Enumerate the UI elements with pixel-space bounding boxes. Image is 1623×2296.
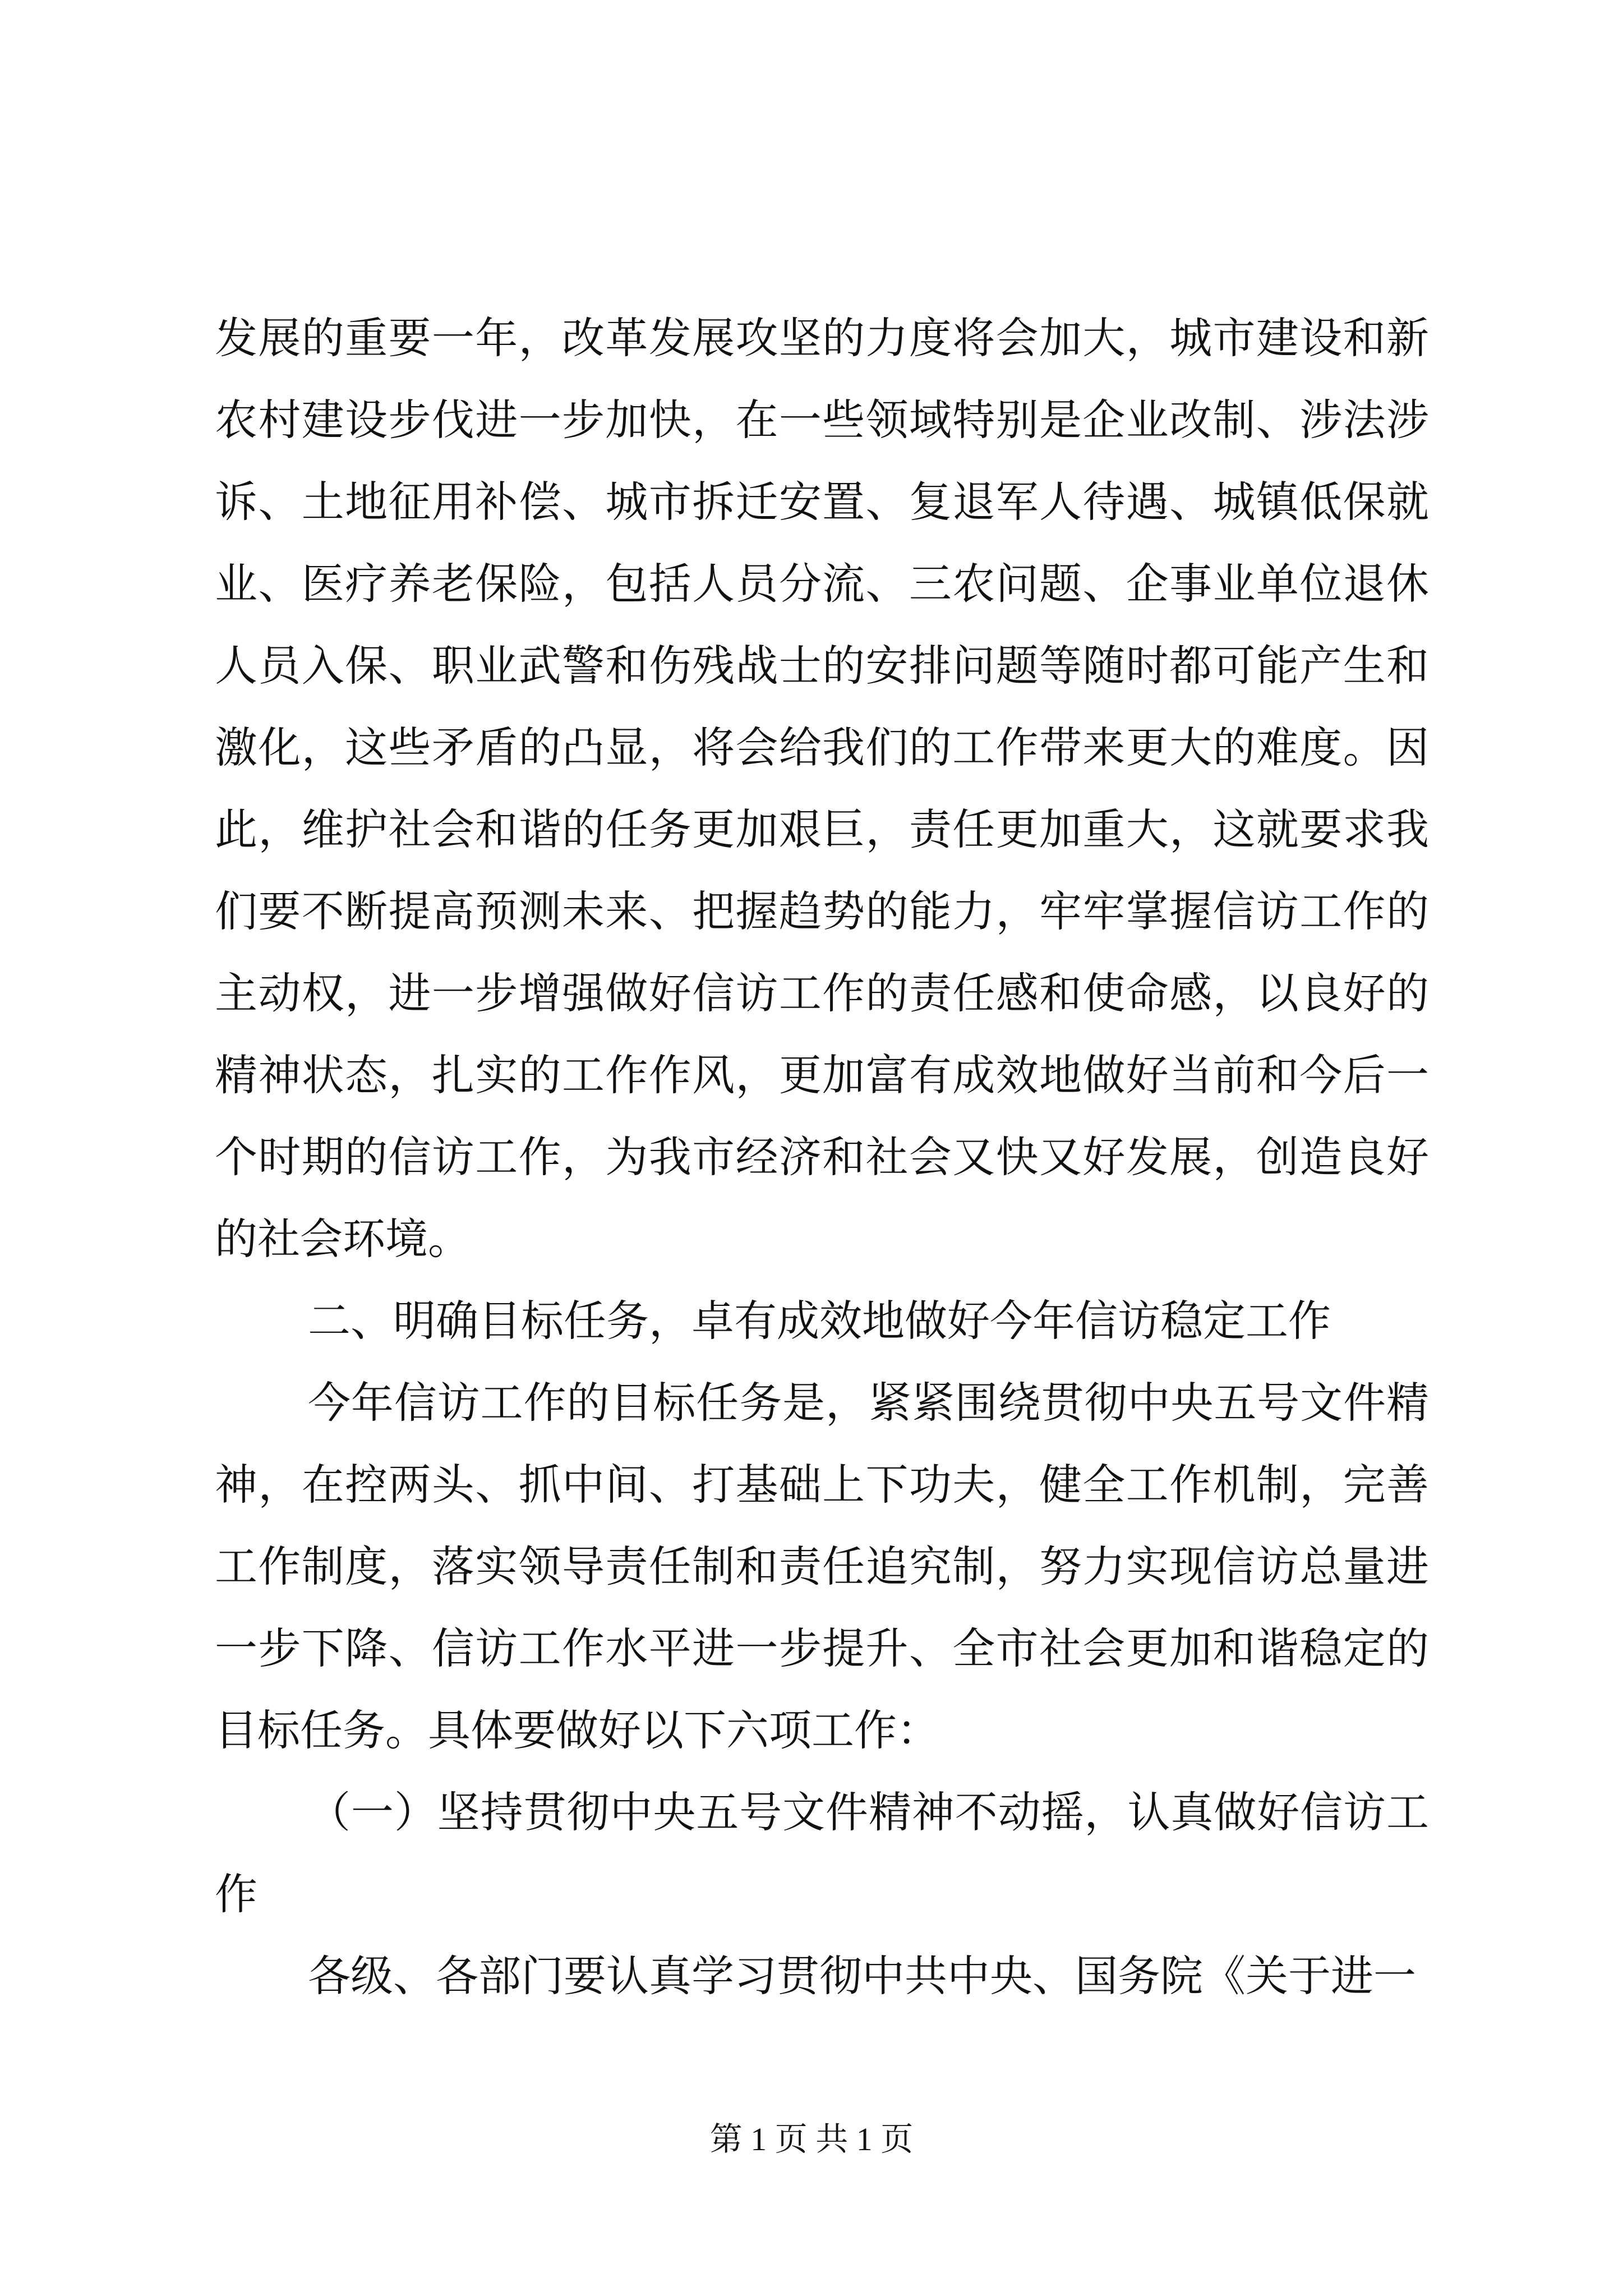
section-heading: 二、明确目标任务，卓有成效地做好今年信访稳定工作 [308, 1296, 1331, 1346]
body-text [215, 297, 1429, 2017]
page-footer: 第 1 页 共 1 页 [709, 2121, 914, 2157]
paragraph-goals: 今年信访工作的目标任务是，紧紧围绕贯彻中央五号文件精神，在控两头、抓中间、打基础上下功夫，健全工作机制，完善工作制度，落实领导责任制和责任追究制，努力实现信访总量进一步下降、信访工作水平进一步提升、全市社会更加和谐稳定的目标任务。具体要做好以下六项工作： [215, 1378, 1429, 1755]
subsection-heading: （一）坚持贯彻中央五号文件精神不动摇，认真做好信访工作 [215, 1787, 1429, 1919]
paragraph-continuation: 发展的重要一年，改革发展攻坚的力度将会加大，城市建设和新农村建设步伐进一步加快，在一些领域特别是企业改制、涉法涉诉、土地征用补偿、城市拆迁安置、复退军人待遇、城镇低保就业、医疗养老保险，包括人员分流、三农问题、企事业单位退休人员入保、职业武警和伤残战士的安排问题等随时都可能产生和激化，这些矛盾的凸显，将会给我们的工作带来更大的难度。因此，维护社会和谐的任务更加艰巨，责任更加重大，这就要求我们要不断提高预测未来、把握趋势的能力，牢牢掌握信访工作的主动权，进一步增强做好信访工作的责任感和使命感，以良好的精神状态，扎实的工作作风，更加富有成效地做好当前和今后一个时期的信访工作，为我市经济和社会又快又好发展，创造良好的社会环境。 [215, 313, 1429, 1264]
paragraph-last: 各级、各部门要认真学习贯彻中共中央、国务院《关于进一 [308, 1951, 1416, 2001]
